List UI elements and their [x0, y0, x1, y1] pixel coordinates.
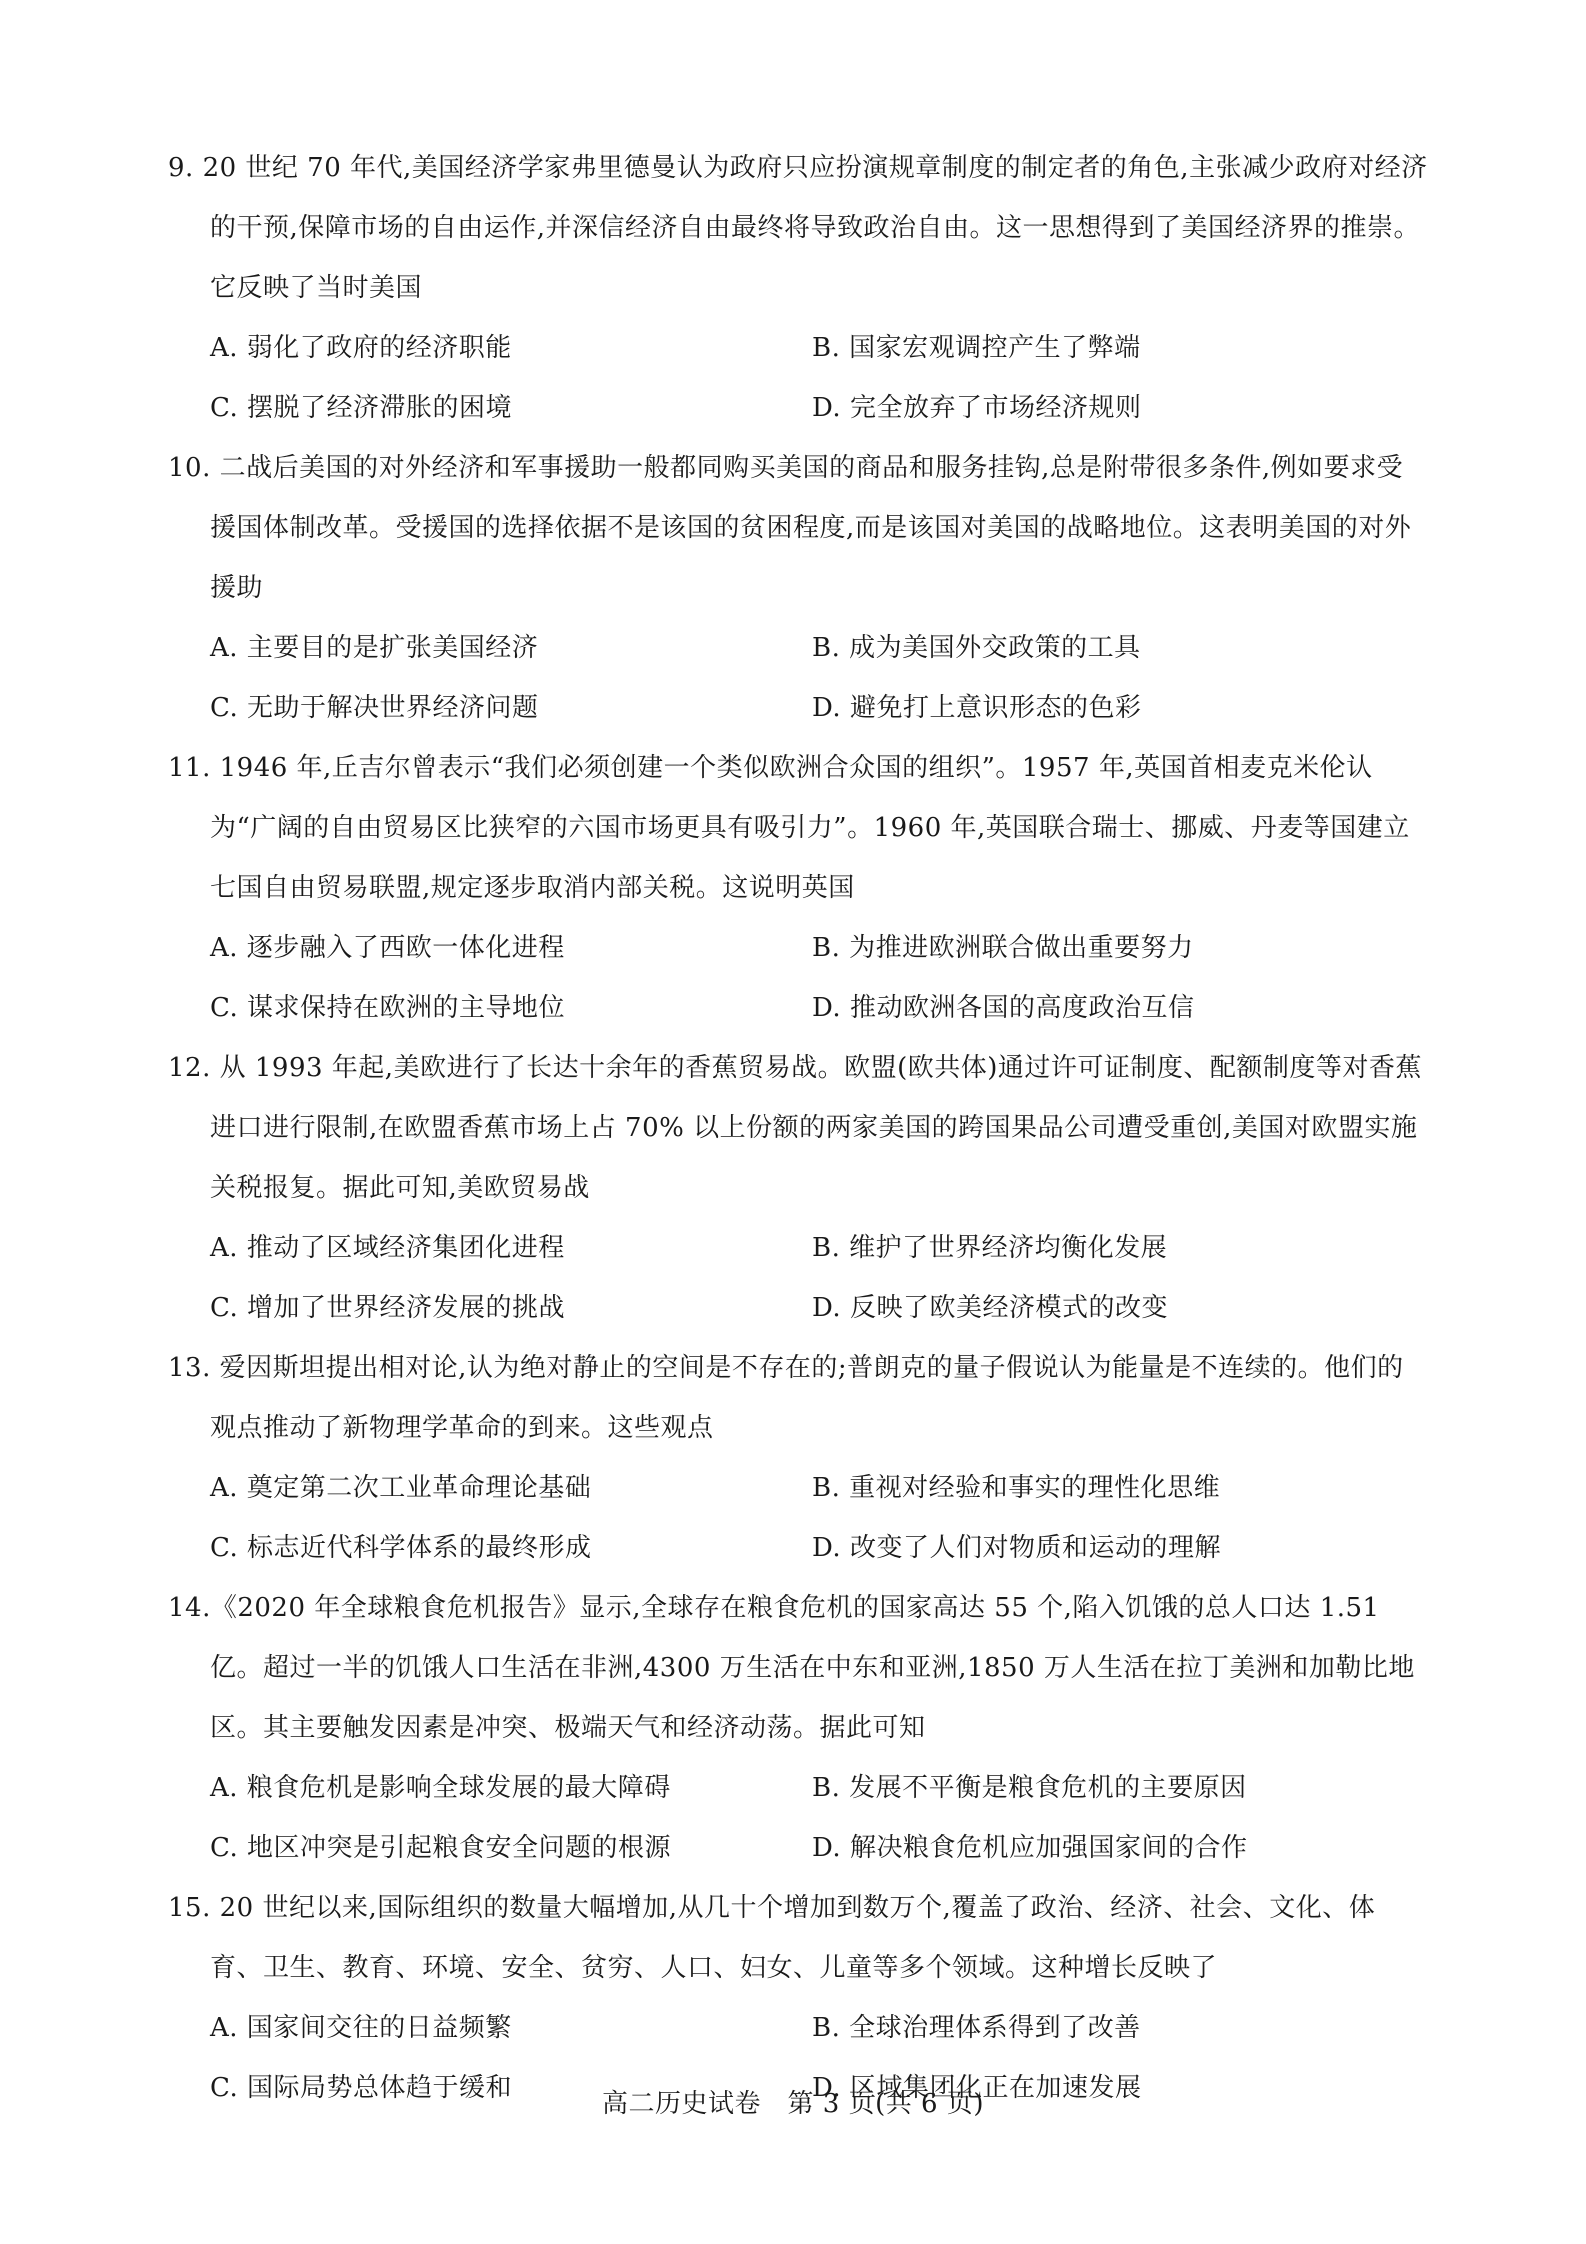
- option-b[interactable]: B. 重视对经验和事实的理性化思维: [812, 1473, 1221, 1503]
- option-d[interactable]: D. 推动欧洲各国的高度政治互信: [812, 993, 1195, 1023]
- option-a[interactable]: A. 粮食危机是影响全球发展的最大障碍: [210, 1773, 671, 1803]
- option-b[interactable]: B. 成为美国外交政策的工具: [812, 633, 1141, 663]
- question-stem: 14.《2020 年全球粮食危机报告》显示,全球存在粮食危机的国家高达 55 个,陷入饥饿的总人口达 1.51 亿。超过一半的饥饿人口生活在非洲,4300 万生活在中东和亚洲,1850 万人生活在拉丁美洲和加勒比地区。其主要触发因素是冲突、极端天气和经济动荡。据此可知: [168, 1593, 1415, 1743]
- option-a[interactable]: A. 国家间交往的日益频繁: [210, 2013, 512, 2043]
- answer-options: [168, 618, 1428, 738]
- question-12: [168, 1038, 1428, 1338]
- question-14: [168, 1578, 1428, 1878]
- answer-options: [168, 918, 1428, 1038]
- option-c[interactable]: C. 地区冲突是引起粮食安全问题的根源: [210, 1833, 671, 1863]
- option-d[interactable]: D. 解决粮食危机应加强国家间的合作: [812, 1833, 1248, 1863]
- option-d[interactable]: D. 区域集团化正在加速发展: [812, 2073, 1142, 2103]
- option-a[interactable]: A. 主要目的是扩张美国经济: [210, 633, 539, 663]
- question-stem: 11. 1946 年,丘吉尔曾表示“我们必须创建一个类似欧洲合众国的组织”。1957 年,英国首相麦克米伦认为“广阔的自由贸易区比狭窄的六国市场更具有吸引力”。1960 年,英国联合瑞士、挪威、丹麦等国建立七国自由贸易联盟,规定逐步取消内部关税。这说明英国: [168, 753, 1410, 903]
- question-9: [168, 138, 1428, 438]
- answer-options: [168, 318, 1428, 438]
- option-d[interactable]: D. 完全放弃了市场经济规则: [812, 393, 1142, 423]
- option-b[interactable]: B. 国家宏观调控产生了弊端: [812, 333, 1141, 363]
- option-c[interactable]: C. 摆脱了经济滞胀的困境: [210, 393, 512, 423]
- option-b[interactable]: B. 为推进欧洲联合做出重要努力: [812, 933, 1194, 963]
- option-c[interactable]: C. 标志近代科学体系的最终形成: [210, 1533, 592, 1563]
- question-stem: 13. 爱因斯坦提出相对论,认为绝对静止的空间是不存在的;普朗克的量子假说认为能量是不连续的。他们的观点推动了新物理学革命的到来。这些观点: [168, 1353, 1404, 1443]
- page-footer: 高二历史试卷 第 3 页(共 6 页): [602, 2089, 984, 2119]
- option-d[interactable]: D. 反映了欧美经济模式的改变: [812, 1293, 1168, 1323]
- option-a[interactable]: A. 奠定第二次工业革命理论基础: [210, 1473, 592, 1503]
- question-stem: 12. 从 1993 年起,美欧进行了长达十余年的香蕉贸易战。欧盟(欧共体)通过许可证制度、配额制度等对香蕉进口进行限制,在欧盟香蕉市场上占 70% 以上份额的两家美国的跨国果品公司遭受重创,美国对欧盟实施关税报复。据此可知,美欧贸易战: [168, 1053, 1422, 1203]
- answer-options: [168, 1218, 1428, 1338]
- option-a[interactable]: A. 推动了区域经济集团化进程: [210, 1233, 565, 1263]
- option-b[interactable]: B. 维护了世界经济均衡化发展: [812, 1233, 1168, 1263]
- option-c[interactable]: C. 国际局势总体趋于缓和: [210, 2073, 512, 2103]
- answer-options: [168, 1758, 1428, 1878]
- option-c[interactable]: C. 谋求保持在欧洲的主导地位: [210, 993, 565, 1023]
- question-11: [168, 738, 1428, 1038]
- question-10: [168, 438, 1428, 738]
- option-d[interactable]: D. 改变了人们对物质和运动的理解: [812, 1533, 1221, 1563]
- question-stem: 9. 20 世纪 70 年代,美国经济学家弗里德曼认为政府只应扮演规章制度的制定者的角色,主张减少政府对经济的干预,保障市场的自由运作,并深信经济自由最终将导致政治自由。这一思想得到了美国经济界的推崇。它反映了当时美国: [168, 153, 1428, 303]
- option-c[interactable]: C. 无助于解决世界经济问题: [210, 693, 539, 723]
- question-15: [168, 1878, 1428, 2118]
- option-b[interactable]: B. 全球治理体系得到了改善: [812, 2013, 1141, 2043]
- question-stem: 15. 20 世纪以来,国际组织的数量大幅增加,从几十个增加到数万个,覆盖了政治、经济、社会、文化、体育、卫生、教育、环境、安全、贫穷、人口、妇女、儿童等多个领域。这种增长反映了: [168, 1893, 1376, 1983]
- answer-options: [168, 1458, 1428, 1578]
- option-c[interactable]: C. 增加了世界经济发展的挑战: [210, 1293, 565, 1323]
- option-a[interactable]: A. 逐步融入了西欧一体化进程: [210, 933, 565, 963]
- option-b[interactable]: B. 发展不平衡是粮食危机的主要原因: [812, 1773, 1247, 1803]
- option-d[interactable]: D. 避免打上意识形态的色彩: [812, 693, 1142, 723]
- option-a[interactable]: A. 弱化了政府的经济职能: [210, 333, 512, 363]
- question-13: [168, 1338, 1428, 1578]
- question-stem: 10. 二战后美国的对外经济和军事援助一般都同购买美国的商品和服务挂钩,总是附带很多条件,例如要求受援国体制改革。受援国的选择依据不是该国的贫困程度,而是该国对美国的战略地位。这表明美国的对外援助: [168, 453, 1412, 603]
